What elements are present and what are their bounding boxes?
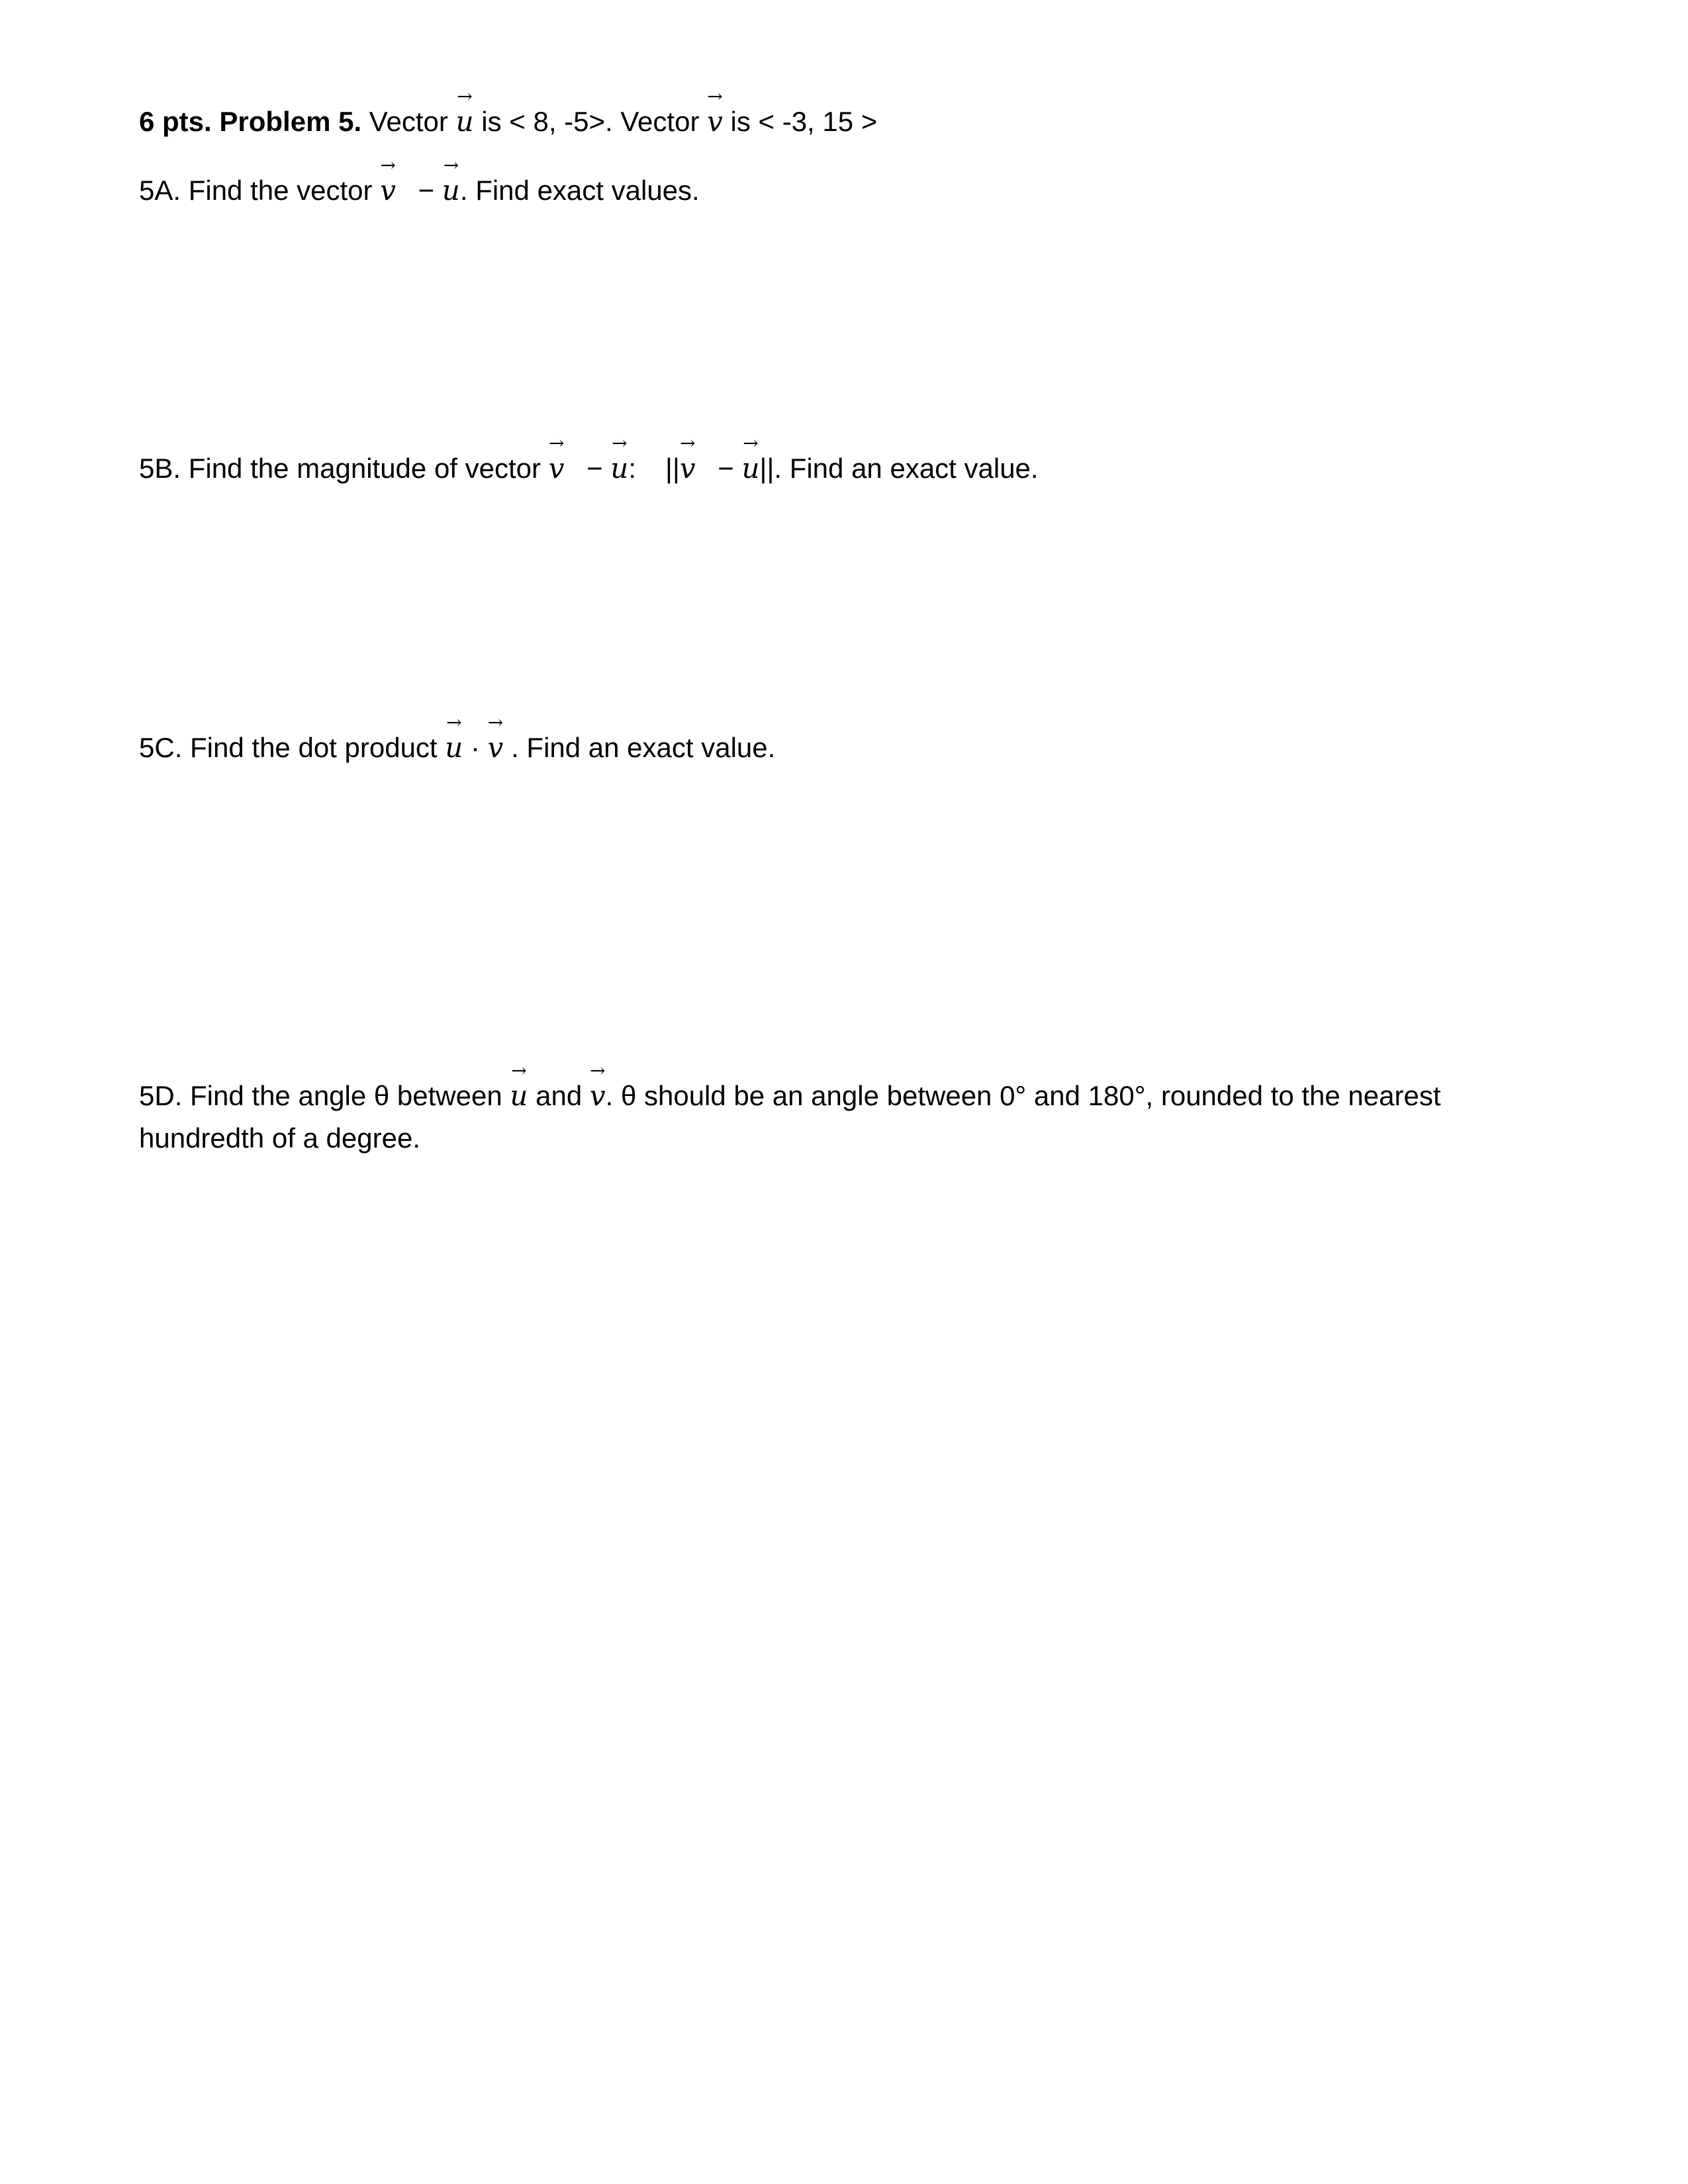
part-b-text-1: 5B. Find the magnitude of vector xyxy=(139,453,549,484)
vector-u-symbol: u → xyxy=(510,1060,528,1112)
vector-arrow-icon: → xyxy=(446,711,462,733)
part-c-question xyxy=(139,711,1549,769)
norm-open: || xyxy=(665,453,680,484)
vector-v-symbol: v → xyxy=(589,1060,606,1112)
part-a-text-1: 5A. Find the vector xyxy=(139,175,381,206)
vector-arrow-icon: → xyxy=(679,432,696,454)
problem-text-1: Vector xyxy=(361,106,456,137)
vector-v-symbol: v → xyxy=(707,85,723,138)
minus-operator: − xyxy=(410,175,442,206)
part-d-text-1: 5D. Find the angle θ between xyxy=(139,1080,510,1111)
problem-text-2: is < 8, -5>. Vector xyxy=(473,106,708,137)
vector-u-symbol: u → xyxy=(442,154,460,206)
vector-v-symbol: v → xyxy=(679,432,696,484)
vector-v-symbol: v → xyxy=(548,432,565,484)
vector-u-symbol: u → xyxy=(445,711,463,764)
part-a-question xyxy=(139,154,1549,212)
vector-arrow-icon: → xyxy=(743,432,759,454)
colon: : xyxy=(628,453,637,484)
vector-arrow-icon: → xyxy=(443,154,459,176)
norm-close: || xyxy=(759,453,774,484)
problem-label: Problem 5. xyxy=(219,106,362,137)
vector-arrow-icon: → xyxy=(487,711,504,733)
vector-arrow-icon: → xyxy=(707,85,723,107)
points-label: 6 pts. xyxy=(139,106,212,137)
and-word: and xyxy=(528,1080,590,1111)
vector-v-symbol: v → xyxy=(380,154,396,206)
part-c-text-2: . Find an exact value. xyxy=(503,732,776,763)
part-b-question xyxy=(139,432,1549,490)
vector-arrow-icon: → xyxy=(511,1060,527,1081)
problem-text-3: is < -3, 15 > xyxy=(722,106,878,137)
problem-statement xyxy=(139,85,1549,143)
part-d-question xyxy=(139,1060,1549,1160)
vector-u-symbol: u → xyxy=(610,432,629,484)
vector-u-symbol: u → xyxy=(455,85,474,138)
vector-arrow-icon: → xyxy=(548,432,565,454)
minus-operator: − xyxy=(579,453,611,484)
dot-operator: · xyxy=(463,732,488,763)
vector-v-symbol: v → xyxy=(487,711,504,764)
part-d-text-2: . θ should be an angle between 0° and 180°, rounded to the nearest hundredth of a degree. xyxy=(139,1080,1441,1154)
vector-arrow-icon: → xyxy=(612,432,628,454)
vector-arrow-icon: → xyxy=(590,1060,606,1081)
minus-operator: − xyxy=(710,453,742,484)
part-b-text-2: . Find an exact value. xyxy=(774,453,1039,484)
part-c-text-1: 5C. Find the dot product xyxy=(139,732,445,763)
part-a-text-2: . Find exact values. xyxy=(459,175,700,206)
vector-arrow-icon: → xyxy=(457,85,473,107)
vector-u-symbol: u → xyxy=(741,432,760,484)
vector-arrow-icon: → xyxy=(380,154,396,176)
